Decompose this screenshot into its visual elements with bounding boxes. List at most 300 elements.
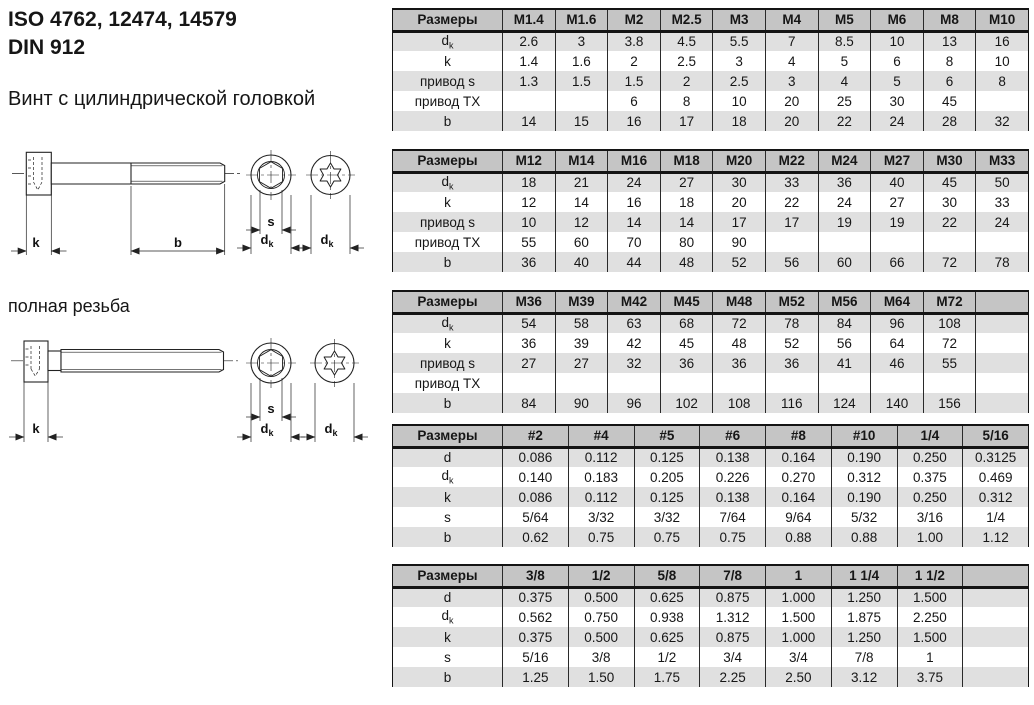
- value-cell: 0.500: [568, 587, 634, 607]
- value-cell: 90: [555, 393, 608, 413]
- value-cell: 18: [660, 192, 713, 212]
- value-cell: 10: [503, 212, 556, 232]
- value-cell: 1.3: [503, 71, 556, 91]
- column-header: 1: [766, 565, 832, 587]
- table-row: [393, 647, 1029, 667]
- value-cell: 0.938: [634, 607, 700, 627]
- table-row: [393, 192, 1029, 212]
- column-header: [976, 291, 1029, 313]
- value-cell: 20: [765, 111, 818, 131]
- value-cell: 64: [871, 333, 924, 353]
- value-cell: 5: [871, 71, 924, 91]
- value-cell: 44: [608, 252, 661, 272]
- dim-label-k: k: [32, 235, 40, 250]
- table-row: [393, 373, 1029, 393]
- value-cell: 0.205: [634, 467, 700, 487]
- dimension-table-3: [392, 290, 1029, 413]
- value-cell: [976, 353, 1029, 373]
- value-cell: 0.226: [700, 467, 766, 487]
- value-cell: [923, 373, 976, 393]
- value-cell: 2.250: [897, 607, 963, 627]
- row-label: k: [444, 335, 451, 351]
- value-cell: 17: [713, 212, 766, 232]
- dimension-table-2: [392, 149, 1029, 272]
- value-cell: [713, 373, 766, 393]
- value-cell: 27: [503, 353, 556, 373]
- column-header: M39: [555, 291, 608, 313]
- value-cell: 3: [713, 51, 766, 71]
- value-cell: 1.500: [897, 627, 963, 647]
- table-row: [393, 507, 1029, 527]
- column-header: M2.5: [660, 9, 713, 31]
- value-cell: 1.4: [503, 51, 556, 71]
- column-header: M16: [608, 150, 661, 172]
- value-cell: 1/2: [634, 647, 700, 667]
- value-cell: 0.88: [766, 527, 832, 547]
- value-cell: 1.50: [568, 667, 634, 687]
- value-cell: 0.125: [634, 487, 700, 507]
- value-cell: 102: [660, 393, 713, 413]
- row-label: k: [444, 489, 451, 505]
- value-cell: 22: [923, 212, 976, 232]
- value-cell: 63: [608, 313, 661, 333]
- value-cell: 10: [976, 51, 1029, 71]
- value-cell: 78: [976, 252, 1029, 272]
- value-cell: 72: [923, 252, 976, 272]
- value-cell: 1.250: [831, 627, 897, 647]
- value-cell: 96: [871, 313, 924, 333]
- value-cell: 1.875: [831, 607, 897, 627]
- value-cell: [976, 91, 1029, 111]
- value-cell: 45: [660, 333, 713, 353]
- value-cell: 1.6: [555, 51, 608, 71]
- value-cell: [871, 232, 924, 252]
- value-cell: 22: [818, 111, 871, 131]
- value-cell: 72: [713, 313, 766, 333]
- value-cell: 2: [660, 71, 713, 91]
- value-cell: [923, 232, 976, 252]
- table-header-row: [393, 9, 1029, 31]
- value-cell: 0.138: [700, 447, 766, 467]
- column-header: M36: [503, 291, 556, 313]
- row-label: k: [444, 629, 451, 645]
- column-header: M27: [871, 150, 924, 172]
- dim-label-dk: $d_k$: [320, 232, 334, 249]
- value-cell: 7/8: [831, 647, 897, 667]
- table-row: [393, 333, 1029, 353]
- value-cell: 33: [765, 172, 818, 192]
- value-cell: 50: [976, 172, 1029, 192]
- column-header: M10: [976, 9, 1029, 31]
- column-header: M6: [871, 9, 924, 31]
- value-cell: 48: [660, 252, 713, 272]
- standard-title-line1: ISO 4762, 12474, 14579: [8, 8, 237, 31]
- value-cell: 46: [871, 353, 924, 373]
- value-cell: 13: [923, 31, 976, 51]
- table-row: [393, 111, 1029, 131]
- dim-label-dk: $d_k$: [324, 421, 338, 438]
- value-cell: 2.5: [713, 71, 766, 91]
- table-row: [393, 393, 1029, 413]
- value-cell: 72: [923, 333, 976, 353]
- value-cell: 96: [608, 393, 661, 413]
- value-cell: 56: [765, 252, 818, 272]
- value-cell: 39: [555, 333, 608, 353]
- row-label: s: [444, 509, 451, 525]
- dim-label-s: s: [267, 214, 275, 229]
- value-cell: 68: [660, 313, 713, 333]
- value-cell: 3/4: [700, 647, 766, 667]
- value-cell: 10: [871, 31, 924, 51]
- value-cell: 1/4: [963, 507, 1029, 527]
- value-cell: 25: [818, 91, 871, 111]
- value-cell: 0.62: [503, 527, 569, 547]
- dim-label-b: b: [174, 235, 182, 250]
- value-cell: 0.469: [963, 467, 1029, 487]
- value-cell: 24: [818, 192, 871, 212]
- value-cell: 0.086: [503, 487, 569, 507]
- value-cell: 4: [765, 51, 818, 71]
- value-cell: 0.875: [700, 587, 766, 607]
- value-cell: 27: [871, 192, 924, 212]
- table-row: [393, 71, 1029, 91]
- column-header: M24: [818, 150, 871, 172]
- product-name: Винт с цилиндрической головкой: [8, 88, 316, 110]
- value-cell: 2.6: [503, 31, 556, 51]
- value-cell: 27: [555, 353, 608, 373]
- value-cell: [765, 373, 818, 393]
- table-row: [393, 172, 1029, 192]
- column-header: 1/4: [897, 425, 963, 447]
- value-cell: 7/64: [700, 507, 766, 527]
- corner-header: Размеры: [393, 425, 503, 447]
- dim-label-k: k: [32, 421, 40, 436]
- value-cell: 27: [660, 172, 713, 192]
- value-cell: 30: [923, 192, 976, 212]
- table-header-row: [393, 425, 1029, 447]
- row-label: привод s: [420, 214, 475, 230]
- value-cell: [608, 373, 661, 393]
- column-header: M30: [923, 150, 976, 172]
- value-cell: 124: [818, 393, 871, 413]
- row-label: d: [443, 450, 452, 466]
- value-cell: 3/4: [766, 647, 832, 667]
- table-header-row: [393, 565, 1029, 587]
- value-cell: 6: [608, 91, 661, 111]
- value-cell: 1: [897, 647, 963, 667]
- value-cell: 140: [871, 393, 924, 413]
- table-row: [393, 627, 1029, 647]
- value-cell: 14: [608, 212, 661, 232]
- value-cell: 0.164: [766, 447, 832, 467]
- table-row: [393, 313, 1029, 333]
- value-cell: 9/64: [766, 507, 832, 527]
- value-cell: 108: [923, 313, 976, 333]
- value-cell: 0.250: [897, 487, 963, 507]
- value-cell: 36: [713, 353, 766, 373]
- value-cell: 5/32: [831, 507, 897, 527]
- table-row: [393, 353, 1029, 373]
- value-cell: 24: [976, 212, 1029, 232]
- value-cell: 55: [503, 232, 556, 252]
- value-cell: 28: [923, 111, 976, 131]
- value-cell: 0.375: [503, 587, 569, 607]
- value-cell: 19: [818, 212, 871, 232]
- value-cell: 14: [503, 111, 556, 131]
- row-label: b: [443, 395, 452, 411]
- table-row: [393, 31, 1029, 51]
- row-label: $d_k$: [441, 608, 454, 626]
- table-row: [393, 667, 1029, 687]
- row-label: b: [443, 669, 452, 685]
- column-header: 5/16: [963, 425, 1029, 447]
- column-header: M52: [765, 291, 818, 313]
- column-header: #2: [503, 425, 569, 447]
- column-header: M1.4: [503, 9, 556, 31]
- row-label: $d_k$: [441, 32, 454, 51]
- value-cell: 55: [923, 353, 976, 373]
- column-header: [963, 565, 1029, 587]
- value-cell: 0.250: [897, 447, 963, 467]
- dimension-table-4: [392, 424, 1029, 547]
- value-cell: [976, 333, 1029, 353]
- value-cell: 0.88: [831, 527, 897, 547]
- value-cell: 0.375: [897, 467, 963, 487]
- row-label: $d_k$: [441, 173, 454, 192]
- value-cell: 45: [923, 91, 976, 111]
- value-cell: 18: [713, 111, 766, 131]
- value-cell: 3/16: [897, 507, 963, 527]
- column-header: 1/2: [568, 565, 634, 587]
- value-cell: 0.3125: [963, 447, 1029, 467]
- value-cell: 70: [608, 232, 661, 252]
- value-cell: 2: [608, 51, 661, 71]
- value-cell: 14: [660, 212, 713, 232]
- column-header: M64: [871, 291, 924, 313]
- value-cell: 0.75: [568, 527, 634, 547]
- value-cell: [963, 607, 1029, 627]
- value-cell: [555, 373, 608, 393]
- value-cell: 0.270: [766, 467, 832, 487]
- row-label: привод TX: [414, 93, 481, 109]
- column-header: 3/8: [503, 565, 569, 587]
- column-header: #4: [568, 425, 634, 447]
- row-label: b: [443, 529, 452, 545]
- value-cell: 2.5: [660, 51, 713, 71]
- corner-header: Размеры: [393, 291, 503, 313]
- value-cell: 116: [765, 393, 818, 413]
- column-header: M12: [503, 150, 556, 172]
- value-cell: 36: [660, 353, 713, 373]
- value-cell: [963, 667, 1029, 687]
- value-cell: 0.138: [700, 487, 766, 507]
- table-row: [393, 467, 1029, 487]
- value-cell: 18: [503, 172, 556, 192]
- table-row: [393, 51, 1029, 71]
- value-cell: 78: [765, 313, 818, 333]
- value-cell: 36: [765, 353, 818, 373]
- value-cell: [660, 373, 713, 393]
- value-cell: 0.183: [568, 467, 634, 487]
- row-label: $d_k$: [441, 468, 454, 486]
- value-cell: 10: [713, 91, 766, 111]
- value-cell: [976, 393, 1029, 413]
- column-header: M8: [923, 9, 976, 31]
- value-cell: 108: [713, 393, 766, 413]
- value-cell: 21: [555, 172, 608, 192]
- value-cell: 0.625: [634, 587, 700, 607]
- table-row: [393, 212, 1029, 232]
- table-header-row: [393, 150, 1029, 172]
- value-cell: 52: [765, 333, 818, 353]
- screw-drawing-partial-thread: [8, 148, 380, 260]
- value-cell: 5: [818, 51, 871, 71]
- value-cell: 0.75: [634, 527, 700, 547]
- value-cell: 48: [713, 333, 766, 353]
- column-header: #6: [700, 425, 766, 447]
- standard-title-line2: DIN 912: [8, 36, 86, 59]
- column-header: 5/8: [634, 565, 700, 587]
- column-header: #5: [634, 425, 700, 447]
- value-cell: 3/32: [568, 507, 634, 527]
- value-cell: 3.12: [831, 667, 897, 687]
- value-cell: [503, 373, 556, 393]
- value-cell: 0.875: [700, 627, 766, 647]
- column-header: M1.6: [555, 9, 608, 31]
- value-cell: 22: [765, 192, 818, 212]
- value-cell: 1.000: [766, 587, 832, 607]
- value-cell: 5.5: [713, 31, 766, 51]
- value-cell: 3: [765, 71, 818, 91]
- value-cell: 1.5: [555, 71, 608, 91]
- value-cell: 3: [555, 31, 608, 51]
- value-cell: 0.190: [831, 487, 897, 507]
- value-cell: 0.312: [963, 487, 1029, 507]
- column-header: M2: [608, 9, 661, 31]
- value-cell: 20: [765, 91, 818, 111]
- value-cell: [871, 373, 924, 393]
- value-cell: 0.375: [503, 627, 569, 647]
- value-cell: 16: [608, 111, 661, 131]
- value-cell: [976, 373, 1029, 393]
- value-cell: 19: [871, 212, 924, 232]
- column-header: M45: [660, 291, 713, 313]
- value-cell: 1.500: [766, 607, 832, 627]
- row-label: s: [444, 649, 451, 665]
- column-header: M22: [765, 150, 818, 172]
- table-row: [393, 587, 1029, 607]
- value-cell: 0.086: [503, 447, 569, 467]
- column-header: #8: [766, 425, 832, 447]
- row-label: b: [443, 254, 452, 270]
- value-cell: 0.190: [831, 447, 897, 467]
- row-label: привод s: [420, 73, 475, 89]
- value-cell: 60: [555, 232, 608, 252]
- row-label: $d_k$: [441, 314, 454, 333]
- tables-panel: [392, 0, 1034, 705]
- value-cell: 0.500: [568, 627, 634, 647]
- value-cell: 17: [765, 212, 818, 232]
- value-cell: 60: [818, 252, 871, 272]
- value-cell: 56: [818, 333, 871, 353]
- row-label: d: [443, 590, 452, 606]
- value-cell: 1.00: [897, 527, 963, 547]
- value-cell: 1.25: [503, 667, 569, 687]
- value-cell: [765, 232, 818, 252]
- value-cell: 0.125: [634, 447, 700, 467]
- screw-drawing-full-thread: [8, 322, 380, 447]
- column-header: M20: [713, 150, 766, 172]
- dimension-table-1: [392, 8, 1029, 131]
- value-cell: [818, 232, 871, 252]
- value-cell: 3/32: [634, 507, 700, 527]
- value-cell: 16: [976, 31, 1029, 51]
- value-cell: 52: [713, 252, 766, 272]
- row-label: k: [444, 194, 451, 210]
- value-cell: 7: [765, 31, 818, 51]
- value-cell: [976, 232, 1029, 252]
- value-cell: 1.5: [608, 71, 661, 91]
- value-cell: [963, 627, 1029, 647]
- left-panel: [0, 0, 392, 705]
- value-cell: 20: [713, 192, 766, 212]
- value-cell: 6: [923, 71, 976, 91]
- value-cell: 54: [503, 313, 556, 333]
- value-cell: 1.000: [766, 627, 832, 647]
- value-cell: 84: [818, 313, 871, 333]
- full-thread-label: полная резьба: [8, 296, 130, 316]
- value-cell: 2.25: [700, 667, 766, 687]
- dim-label-dk: $d_k$: [260, 232, 274, 249]
- value-cell: 15: [555, 111, 608, 131]
- value-cell: 0.140: [503, 467, 569, 487]
- value-cell: 41: [818, 353, 871, 373]
- value-cell: 66: [871, 252, 924, 272]
- value-cell: 12: [503, 192, 556, 212]
- value-cell: 1.250: [831, 587, 897, 607]
- value-cell: 6: [871, 51, 924, 71]
- dimension-table-5: [392, 564, 1029, 687]
- value-cell: 0.625: [634, 627, 700, 647]
- column-header: 1 1/2: [897, 565, 963, 587]
- value-cell: 24: [871, 111, 924, 131]
- value-cell: 40: [871, 172, 924, 192]
- value-cell: 8.5: [818, 31, 871, 51]
- value-cell: 84: [503, 393, 556, 413]
- column-header: M56: [818, 291, 871, 313]
- value-cell: 156: [923, 393, 976, 413]
- value-cell: 16: [608, 192, 661, 212]
- value-cell: 30: [871, 91, 924, 111]
- dim-label-s: s: [267, 401, 275, 416]
- column-header: M18: [660, 150, 713, 172]
- table-row: [393, 232, 1029, 252]
- value-cell: 0.562: [503, 607, 569, 627]
- value-cell: 1.500: [897, 587, 963, 607]
- column-header: M5: [818, 9, 871, 31]
- value-cell: 42: [608, 333, 661, 353]
- table-row: [393, 487, 1029, 507]
- table-row: [393, 527, 1029, 547]
- table-header-row: [393, 291, 1029, 313]
- value-cell: 33: [976, 192, 1029, 212]
- value-cell: 0.164: [766, 487, 832, 507]
- value-cell: 12: [555, 212, 608, 232]
- value-cell: 3.8: [608, 31, 661, 51]
- value-cell: 36: [503, 252, 556, 272]
- table-row: [393, 91, 1029, 111]
- value-cell: [963, 587, 1029, 607]
